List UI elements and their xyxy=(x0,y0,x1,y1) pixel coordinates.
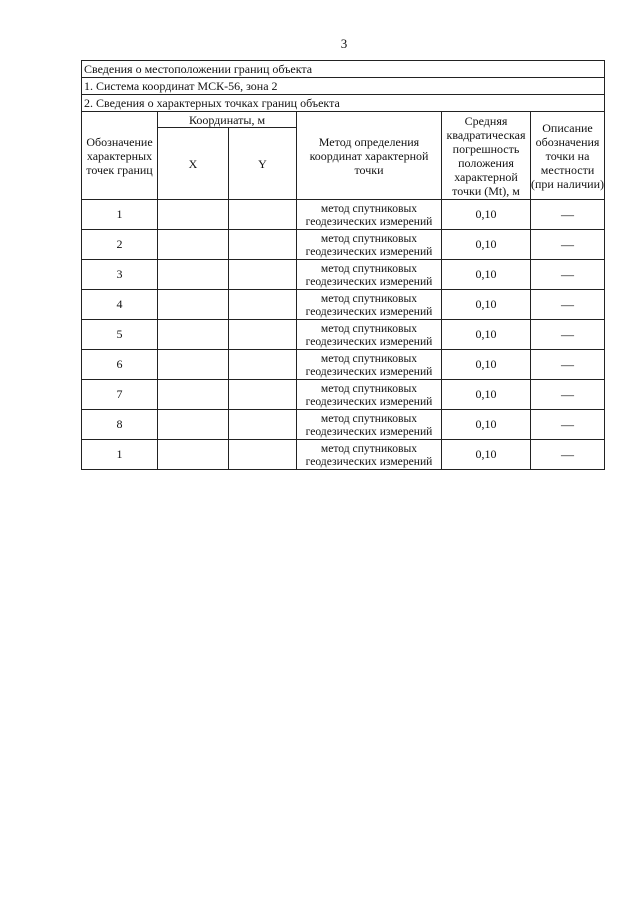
header-coordinates: Координаты, м xyxy=(158,112,297,128)
accuracy-cell: 0,10 xyxy=(442,230,531,260)
description-cell: — xyxy=(531,230,605,260)
coord-y-cell xyxy=(229,350,297,380)
method-cell xyxy=(297,290,442,320)
method-cell xyxy=(297,200,442,230)
table-row xyxy=(82,410,605,440)
accuracy-cell: 0,10 xyxy=(442,410,531,440)
coord-x-cell xyxy=(158,200,229,230)
description-cell: — xyxy=(531,200,605,230)
method-line-2: геодезических измерений xyxy=(305,454,433,468)
description-cell: — xyxy=(531,290,605,320)
accuracy-cell: 0,10 xyxy=(442,350,531,380)
point-number: 1 xyxy=(82,440,158,470)
table-row xyxy=(82,230,605,260)
method-cell xyxy=(297,440,442,470)
method-line-2: геодезических измерений xyxy=(305,364,433,378)
accuracy-cell: 0,10 xyxy=(442,260,531,290)
method-line-2: геодезических измерений xyxy=(305,334,433,348)
points-section-line: 2. Сведения о характерных точках границ объекта xyxy=(82,95,605,112)
boundary-points-table xyxy=(81,60,605,470)
header-accuracy: Средняя квадратическая погрешность положения характерной точки (Mt), м xyxy=(442,112,531,200)
method-line-1: метод спутниковых xyxy=(320,351,418,365)
coordinate-system-line: 1. Система координат МСК-56, зона 2 xyxy=(82,78,605,95)
method-line-2: геодезических измерений xyxy=(305,274,433,288)
description-cell: — xyxy=(531,410,605,440)
method-cell xyxy=(297,230,442,260)
method-cell xyxy=(297,380,442,410)
table-row xyxy=(82,440,605,470)
method-line-1: метод спутниковых xyxy=(320,201,418,215)
method-cell xyxy=(297,410,442,440)
description-cell: — xyxy=(531,350,605,380)
method-line-2: геодезических измерений xyxy=(305,394,433,408)
coord-x-cell xyxy=(158,440,229,470)
table-row xyxy=(82,350,605,380)
coord-y-cell xyxy=(229,380,297,410)
page-number: 3 xyxy=(340,36,348,51)
coord-y-cell xyxy=(229,440,297,470)
table-row xyxy=(82,380,605,410)
section-title: Сведения о местоположении границ объекта xyxy=(82,61,605,78)
coord-x-cell xyxy=(158,260,229,290)
accuracy-cell: 0,10 xyxy=(442,200,531,230)
point-number: 2 xyxy=(82,230,158,260)
point-number: 4 xyxy=(82,290,158,320)
table-row xyxy=(82,200,605,230)
method-line-1: метод спутниковых xyxy=(320,441,418,455)
header-method: Метод определения координат характерной точки xyxy=(297,112,442,200)
point-number: 5 xyxy=(82,320,158,350)
method-line-2: геодезических измерений xyxy=(305,424,433,438)
coord-x-cell xyxy=(158,380,229,410)
coord-y-cell xyxy=(229,200,297,230)
method-cell xyxy=(297,260,442,290)
method-line-1: метод спутниковых xyxy=(320,321,418,335)
header-y: Y xyxy=(229,128,297,200)
coord-x-cell xyxy=(158,350,229,380)
point-number: 6 xyxy=(82,350,158,380)
coord-x-cell xyxy=(158,290,229,320)
method-line-1: метод спутниковых xyxy=(320,381,418,395)
table-row xyxy=(82,260,605,290)
accuracy-cell: 0,10 xyxy=(442,440,531,470)
method-line-1: метод спутниковых xyxy=(320,231,418,245)
point-number: 7 xyxy=(82,380,158,410)
method-cell xyxy=(297,320,442,350)
coord-y-cell xyxy=(229,230,297,260)
point-number: 8 xyxy=(82,410,158,440)
method-line-1: метод спутниковых xyxy=(320,411,418,425)
coord-y-cell xyxy=(229,410,297,440)
coord-y-cell xyxy=(229,260,297,290)
accuracy-cell: 0,10 xyxy=(442,320,531,350)
point-number: 1 xyxy=(82,200,158,230)
method-line-2: геодезических измерений xyxy=(305,214,433,228)
coord-x-cell xyxy=(158,230,229,260)
description-cell: — xyxy=(531,440,605,470)
coord-y-cell xyxy=(229,290,297,320)
method-line-2: геодезических измерений xyxy=(305,244,433,258)
table-row xyxy=(82,290,605,320)
accuracy-cell: 0,10 xyxy=(442,290,531,320)
accuracy-cell: 0,10 xyxy=(442,380,531,410)
description-cell: — xyxy=(531,380,605,410)
coord-x-cell xyxy=(158,320,229,350)
description-cell: — xyxy=(531,320,605,350)
header-x: X xyxy=(158,128,229,200)
method-line-1: метод спутниковых xyxy=(320,261,418,275)
coord-x-cell xyxy=(158,410,229,440)
method-line-2: геодезических измерений xyxy=(305,304,433,318)
description-cell: — xyxy=(531,260,605,290)
header-description: Описание обозначения точки на местности (при наличии) xyxy=(531,112,605,200)
header-point-designation: Обозначение характерных точек границ xyxy=(82,112,158,200)
method-line-1: метод спутниковых xyxy=(320,291,418,305)
method-cell xyxy=(297,350,442,380)
coord-y-cell xyxy=(229,320,297,350)
table-row xyxy=(82,320,605,350)
point-number: 3 xyxy=(82,260,158,290)
